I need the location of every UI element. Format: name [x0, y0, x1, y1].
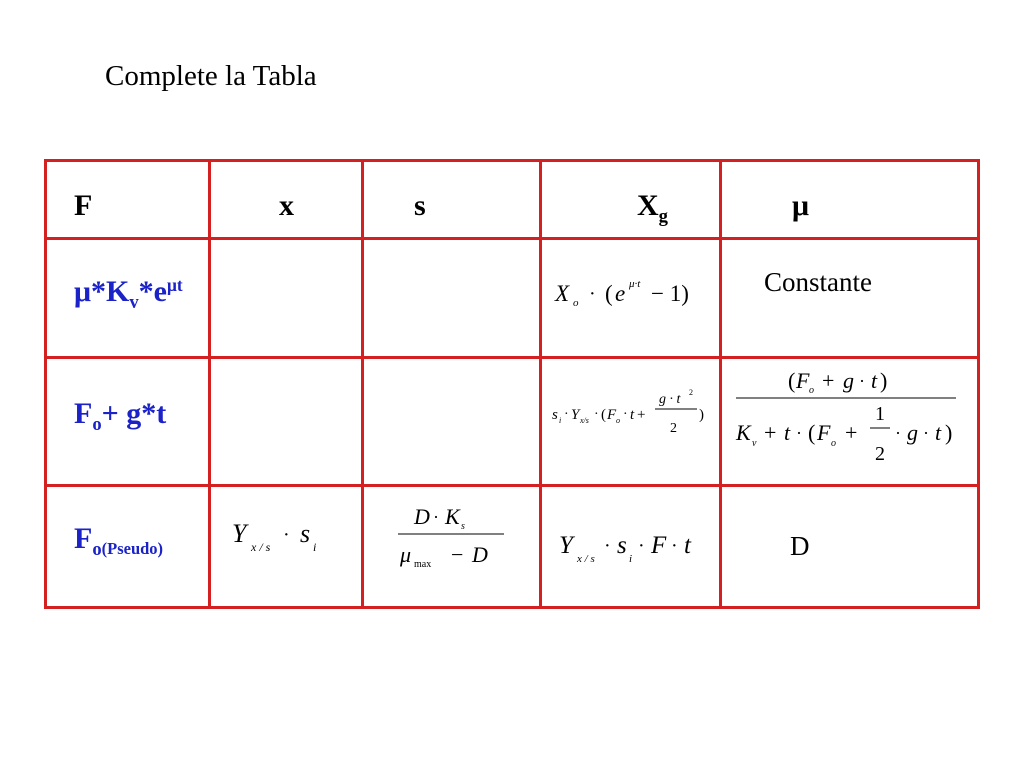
svg-text:D: D — [472, 542, 488, 567]
svg-text:·: · — [796, 423, 802, 443]
svg-text:F: F — [817, 420, 831, 445]
svg-text:): ) — [945, 420, 953, 445]
row-label-sub: o — [92, 538, 102, 560]
svg-text:o: o — [573, 297, 579, 309]
svg-text:i: i — [313, 540, 317, 554]
svg-text:g: g — [907, 420, 918, 445]
svg-text:): ) — [880, 368, 888, 393]
svg-text:·: · — [594, 407, 599, 422]
formula-xg-linear — [549, 385, 719, 445]
grid-line — [44, 606, 980, 609]
formula-s-pseudo — [374, 494, 534, 582]
svg-text:s: s — [617, 532, 627, 559]
row-label-sub: o — [92, 413, 102, 435]
svg-text:Y: Y — [559, 532, 573, 559]
header-xg-main: X — [637, 189, 659, 222]
grid-line — [361, 159, 364, 609]
grid-line — [44, 159, 980, 162]
svg-text:F: F — [607, 407, 617, 423]
svg-text:s: s — [552, 407, 558, 423]
svg-text:μ: μ — [400, 542, 412, 567]
grid-line — [44, 356, 980, 359]
svg-text:·: · — [623, 407, 628, 422]
svg-text:X: X — [555, 281, 570, 306]
svg-text:K: K — [736, 420, 751, 445]
header-xg-sub: g — [658, 205, 668, 227]
svg-text:2: 2 — [670, 421, 677, 436]
svg-text:−: − — [451, 542, 464, 567]
row-label-part: μ*K — [74, 275, 130, 308]
svg-text:+: + — [822, 368, 835, 393]
svg-text:(: ( — [788, 368, 796, 393]
svg-text:·: · — [859, 371, 865, 391]
header-x: x — [279, 189, 294, 222]
svg-text:2: 2 — [875, 443, 885, 465]
svg-text:·: · — [433, 507, 439, 527]
svg-text:): ) — [699, 407, 704, 423]
header-xg — [637, 189, 668, 227]
svg-text:i: i — [629, 553, 633, 565]
header-s: s — [414, 189, 426, 222]
row-label-sub-pseudo: (Pseudo) — [101, 538, 164, 558]
grid-line — [539, 159, 542, 609]
svg-text:·: · — [895, 423, 901, 443]
svg-text:x / s: x / s — [251, 540, 271, 554]
svg-text:+: + — [637, 407, 646, 423]
svg-text:s: s — [461, 521, 465, 532]
svg-text:2: 2 — [689, 388, 693, 397]
svg-text:x/s: x/s — [580, 416, 589, 425]
svg-text:·: · — [638, 535, 645, 557]
svg-text:F: F — [651, 532, 667, 559]
svg-text:·: · — [564, 407, 569, 422]
svg-text:t: t — [871, 368, 878, 393]
grid-line — [208, 159, 211, 609]
svg-text:·: · — [923, 423, 929, 443]
svg-text:(: ( — [601, 407, 606, 423]
svg-text:·: · — [589, 283, 596, 305]
svg-text:+: + — [764, 420, 777, 445]
svg-text:·: · — [671, 535, 678, 557]
grid-line — [44, 484, 980, 487]
row-label-exponential — [74, 275, 183, 313]
svg-text:·: · — [283, 524, 290, 546]
row-label-part: F — [74, 397, 93, 430]
svg-text:g: g — [843, 368, 854, 393]
header-f: F — [74, 189, 93, 222]
svg-text:Y: Y — [571, 407, 580, 423]
svg-text:− 1): − 1) — [651, 281, 689, 306]
svg-text:K: K — [445, 504, 460, 529]
formula-xg-pseudo — [549, 525, 724, 571]
svg-text:F: F — [796, 368, 810, 393]
formula-xg-exponential — [549, 271, 724, 311]
svg-text:1: 1 — [875, 403, 885, 425]
svg-text:(: ( — [808, 420, 816, 445]
svg-text:max: max — [414, 559, 432, 570]
header-mu: μ — [792, 189, 810, 222]
svg-text:t: t — [784, 420, 791, 445]
row-label-sub: v — [129, 291, 139, 313]
formula-mu-linear — [724, 362, 974, 480]
svg-text:x / s: x / s — [577, 553, 595, 565]
svg-text:v: v — [752, 438, 757, 449]
data-table — [44, 159, 980, 609]
svg-text:s: s — [300, 519, 311, 548]
row-label-pseudo — [74, 522, 164, 560]
svg-text:t: t — [630, 407, 635, 423]
row-label-part: F — [74, 522, 93, 555]
grid-line — [44, 237, 980, 240]
svg-text:e: e — [615, 281, 626, 306]
row-label-linear — [74, 397, 167, 435]
mu-d: D — [790, 531, 810, 561]
grid-line — [44, 159, 47, 609]
svg-text:+: + — [845, 420, 858, 445]
svg-text:o: o — [809, 385, 814, 396]
svg-text:i: i — [559, 416, 562, 425]
formula-x-pseudo — [220, 511, 360, 561]
row-label-sup: μt — [166, 275, 183, 296]
svg-text:D: D — [414, 504, 430, 529]
mu-constante: Constante — [764, 267, 872, 297]
svg-text:Y: Y — [232, 519, 247, 548]
grid-line — [977, 159, 980, 609]
svg-text:(: ( — [605, 281, 613, 306]
svg-text:μ·t: μ·t — [629, 278, 641, 290]
row-label-part: *e — [138, 275, 167, 308]
svg-text:t: t — [935, 420, 942, 445]
svg-text:g · t: g · t — [659, 392, 681, 407]
svg-text:·: · — [604, 535, 611, 557]
svg-text:o: o — [831, 438, 836, 449]
row-label-part: + g*t — [101, 397, 167, 430]
svg-text:o: o — [616, 416, 620, 425]
svg-text:t: t — [684, 532, 691, 559]
slide-title: Complete la Tabla — [105, 60, 317, 92]
